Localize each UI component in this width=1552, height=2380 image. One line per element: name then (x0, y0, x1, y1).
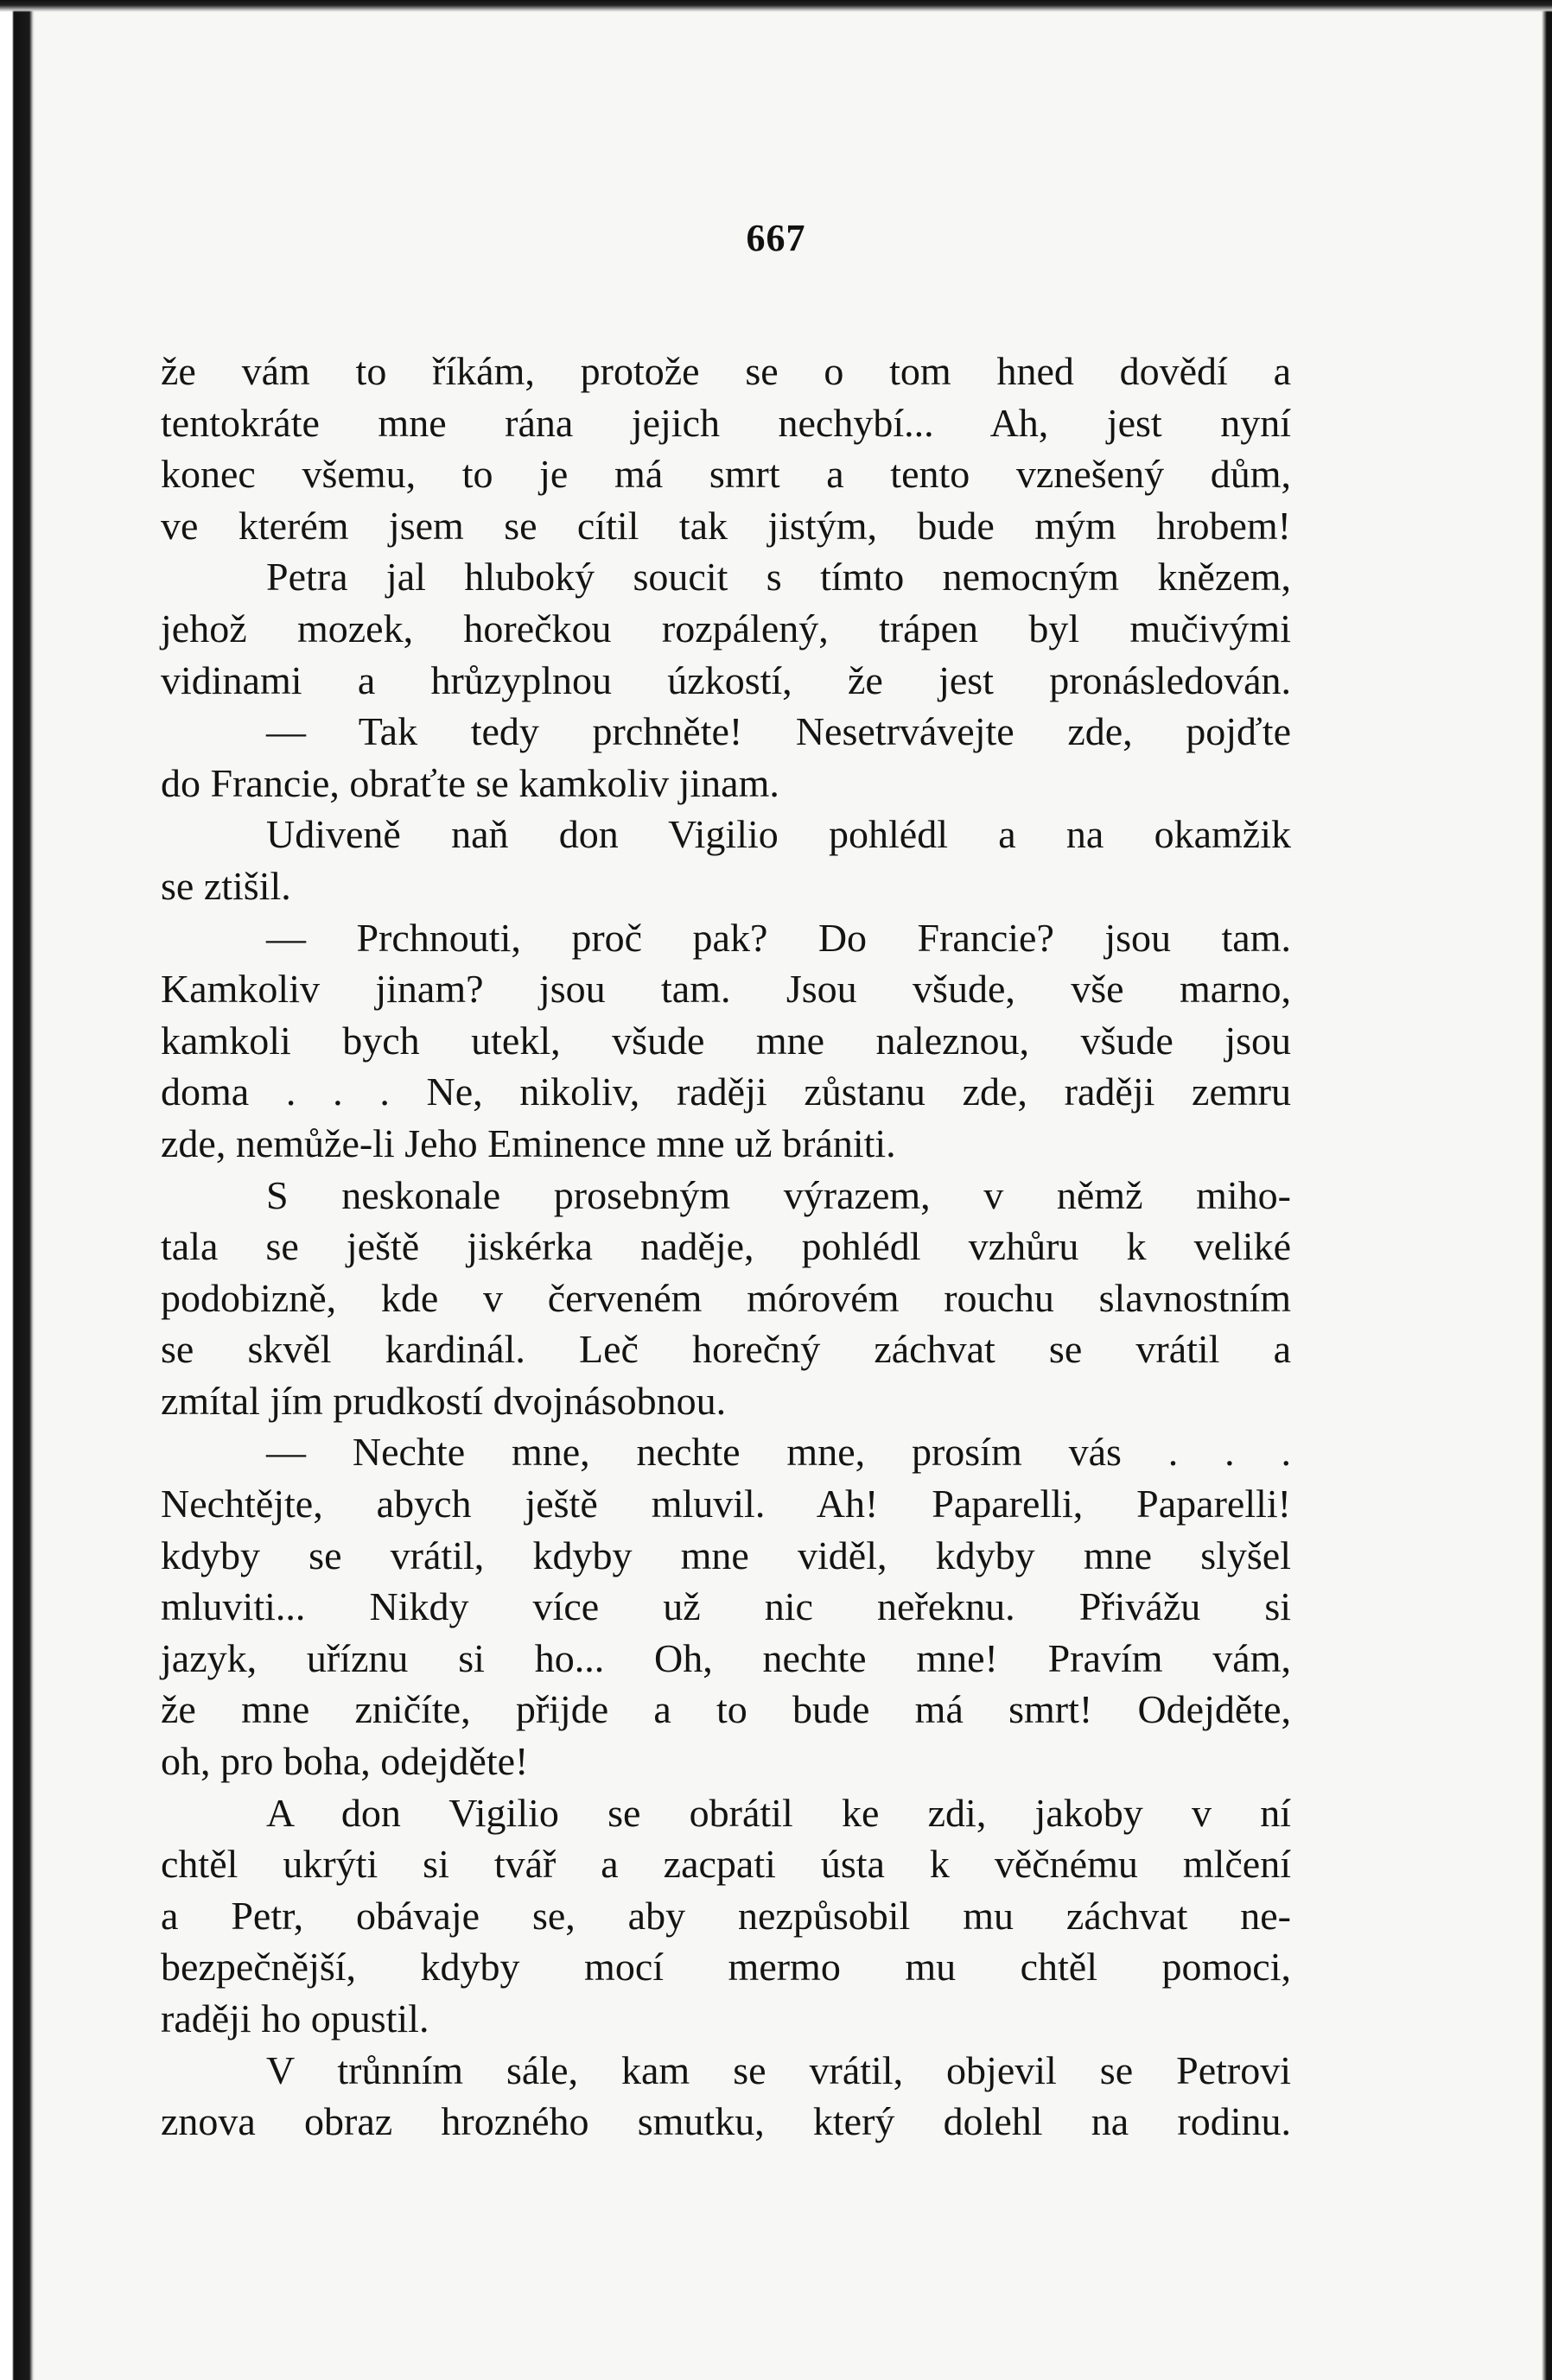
text-line: tentokráte mne rána jejich nechybí... Ah, jest nyní (161, 400, 1291, 445)
text-line: podobizně, kde v červeném mórovém rouchu slavnostním (161, 1275, 1291, 1320)
scan-edge-left (0, 0, 35, 2380)
text-line: do Francie, obraťte se kamkoliv jinam. (161, 760, 779, 805)
text-line: že vám to říkám, protože se o tom hned dovědí a (161, 349, 1291, 393)
text-line: že mne zničíte, přijde a to bude má smrt! Odejděte, (161, 1687, 1291, 1732)
scan-edge-right (1542, 0, 1552, 2380)
text-line: jazyk, uříznu si ho... Oh, nechte mne! Pravím vám, (161, 1635, 1291, 1680)
text-line: chtěl ukrýti si tvář a zacpati ústa k věčnému mlčení (161, 1842, 1291, 1887)
text-line: — Prchnouti, proč pak? Do Francie? jsou tam. (266, 915, 1291, 960)
text-line: A don Vigilio se obrátil ke zdi, jakoby v ní (266, 1790, 1291, 1835)
text-line: V trůnním sále, kam se vrátil, objevil se Petrovi (266, 2047, 1291, 2092)
text-line: S neskonale prosebným výrazem, v němž miho- (266, 1172, 1291, 1217)
body-text (161, 346, 1291, 2148)
page-number: 667 (746, 217, 806, 259)
text-line: Petra jal hluboký soucit s tímto nemocným knězem, (266, 555, 1291, 600)
text-line: doma . . . Ne, nikoliv, raději zůstanu zde, raději zemru (161, 1069, 1291, 1114)
text-line: tala se ještě jiskérka naděje, pohlédl vzhůru k veliké (161, 1224, 1291, 1269)
text-line: kamkoli bych utekl, všude mne naleznou, všude jsou (161, 1018, 1291, 1063)
text-line: konec všemu, to je má smrt a tento vznešený dům, (161, 452, 1291, 497)
text-line: raději ho opustil. (161, 1996, 429, 2040)
text-line: — Nechte mne, nechte mne, prosím vás . . . (266, 1430, 1291, 1475)
text-line: Udiveně naň don Vigilio pohlédl a na okamžik (266, 812, 1291, 857)
text-line: mluviti... Nikdy více už nic neřeknu. Přivážu si (161, 1584, 1291, 1629)
text-line: Kamkoliv jinam? jsou tam. Jsou všude, vše marno, (161, 967, 1291, 1012)
text-line: ve kterém jsem se cítil tak jistým, bude mým hrobem! (161, 503, 1291, 548)
text-line: jehož mozek, horečkou rozpálený, trápen byl mučivými (161, 606, 1291, 651)
text-line: vidinami a hrůzyplnou úzkostí, že jest pronásledován. (161, 657, 1291, 702)
text-line: bezpečnější, kdyby mocí mermo mu chtěl pomoci, (161, 1945, 1291, 1990)
scan-edge-top (0, 0, 1552, 12)
text-line: Nechtějte, abych ještě mluvil. Ah! Paparelli, Paparelli! (161, 1482, 1291, 1526)
text-line: se ztišil. (161, 863, 291, 908)
text-line: zmítal jím prudkostí dvojnásobnou. (161, 1378, 727, 1423)
text-line: — Tak tedy prchněte! Nesetrvávejte zde, pojďte (266, 709, 1291, 754)
text-line: oh, pro boha, odejděte! (161, 1739, 529, 1784)
text-line: se skvěl kardinál. Leč horečný záchvat se vrátil a (161, 1327, 1291, 1372)
text-line: zde, nemůže-li Jeho Eminence mne už brániti. (161, 1120, 896, 1165)
text-line: kdyby se vrátil, kdyby mne viděl, kdyby mne slyšel (161, 1533, 1291, 1577)
text-line: znova obraz hrozného smutku, který dolehl na rodinu. (161, 2099, 1291, 2144)
text-line: a Petr, obávaje se, aby nezpůsobil mu záchvat ne- (161, 1893, 1291, 1938)
